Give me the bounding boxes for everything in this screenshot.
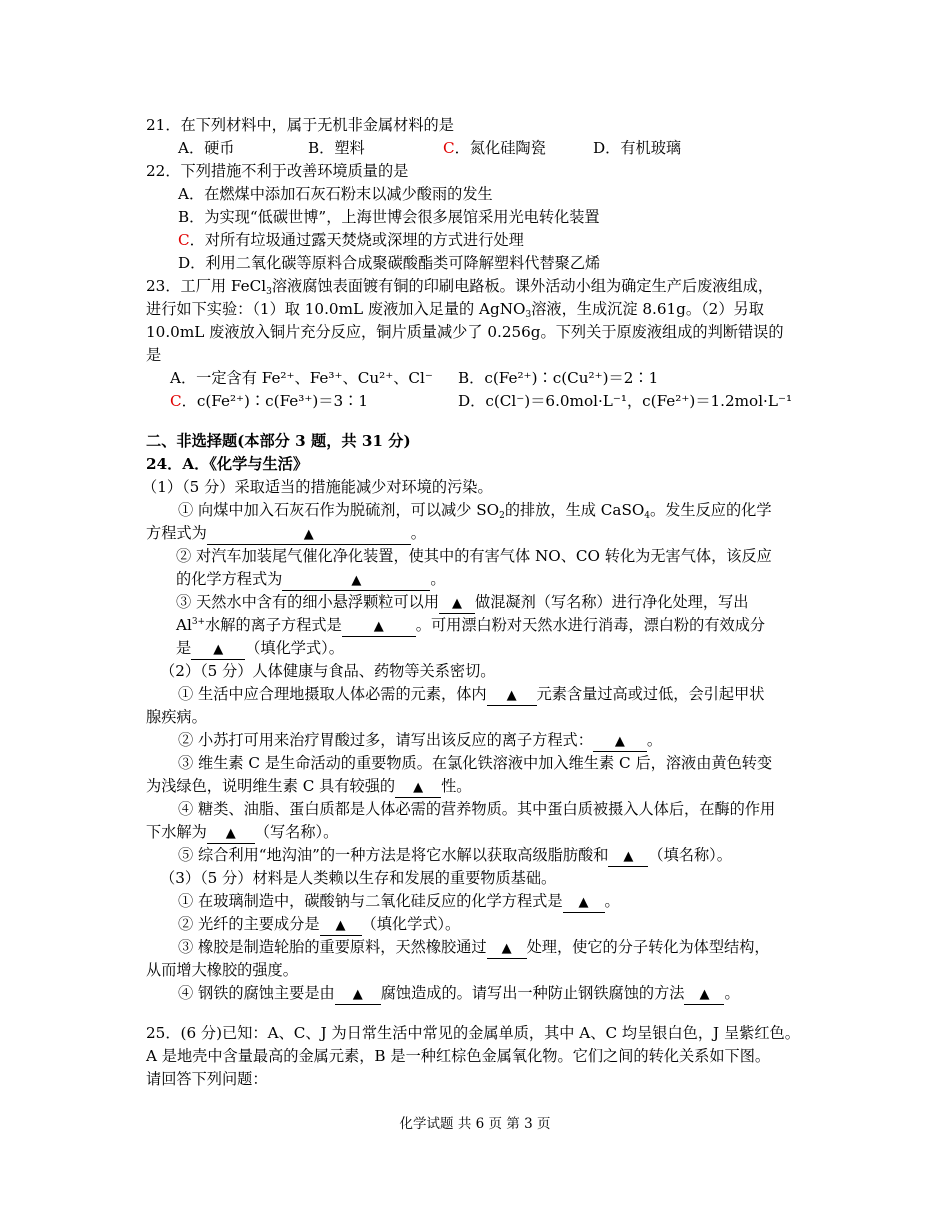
exam-page (142, 114, 816, 1091)
triangle-icon: ▲ (351, 573, 362, 588)
answer-blank[interactable] (684, 984, 724, 1005)
q24-part2-item2 (146, 729, 816, 752)
triangle-icon: ▲ (452, 596, 463, 611)
text: （写名称）。 (254, 823, 339, 841)
text: 的排放，生成 CaSO (504, 501, 645, 519)
text: 元素含量过高或过低，会引起甲状 (536, 685, 765, 703)
text: ① 生活中应合理地摄取人体必需的元素，体内 (178, 685, 487, 703)
text: 腐蚀造成的。请写出一种防止钢铁腐蚀的方法 (380, 984, 685, 1002)
q24-part2-item3-cont (146, 775, 816, 798)
answer-blank[interactable] (282, 570, 430, 591)
q22-option-b: B．为实现“低碳世博”，上海世博会很多展馆采用光电转化装置 (178, 208, 600, 226)
answer-blank[interactable] (487, 938, 527, 959)
spacer (146, 413, 816, 430)
answer-blank[interactable] (320, 915, 362, 936)
q23-option-c (170, 390, 458, 413)
spacer (146, 1005, 816, 1022)
q24-part1-item3 (146, 591, 816, 614)
q24-part2-item3: ③ 维生素 C 是生命活动的重要物质。在氯化铁溶液中加入维生素 C 后，溶液由黄色转变 (178, 754, 773, 772)
text: 的化学方程式为 (176, 570, 283, 588)
q23-stem-line1 (146, 275, 816, 298)
triangle-icon: ▲ (506, 688, 517, 703)
text: 下水解为 (146, 823, 207, 841)
answer-blank[interactable] (593, 731, 647, 752)
text: 水解的离子方程式是 (205, 616, 342, 634)
answer-blank[interactable] (563, 892, 605, 913)
q24-part2-item1 (146, 683, 816, 706)
q23-stem-line3: 10.0mL 废液放入铜片充分反应，铜片质量减少了 0.256g。下列关于原废液组成的判断错误的 (146, 323, 784, 341)
text: Al (176, 616, 192, 634)
triangle-icon: ▲ (335, 918, 346, 933)
text: ② 光纤的主要成分是 (178, 915, 320, 933)
text: 性。 (441, 777, 472, 795)
q23-option-c-text: ．c(Fe²⁺)∶c(Fe³⁺)＝3∶1 (181, 392, 369, 410)
answer-blank[interactable] (207, 524, 411, 545)
q21-option-d: D．有机玻璃 (593, 139, 682, 157)
q24-part2-head: （2）（5 分）人体健康与食品、药物等关系密切。 (160, 662, 496, 680)
q24-part1-head: （1）（5 分）采取适当的措施能减少对环境的污染。 (142, 478, 493, 496)
text: （填化学式）。 (361, 915, 461, 933)
q25-line1: 25．(6 分)已知：A、C、J 为日常生活中常见的金属单质，其中 A、C 均呈银白色，J 呈紫红色。 (146, 1024, 800, 1042)
text: 。可用漂白粉对天然水进行消毒，漂白粉的有效成分 (415, 616, 766, 634)
subscript: 4 (644, 511, 651, 521)
subscript: 3 (525, 310, 532, 320)
q24-part3-item4 (146, 982, 816, 1005)
q24-part3-item1 (146, 890, 816, 913)
triangle-icon: ▲ (578, 895, 589, 910)
triangle-icon: ▲ (699, 987, 710, 1002)
q24-part2-item5 (146, 844, 816, 867)
q21-options (146, 137, 816, 160)
text: ③ 天然水中含有的细小悬浮颗粒可以用 (176, 593, 440, 611)
q23-stem-line4: 是 (146, 346, 162, 364)
q23-text: 23．工厂用 FeCl (146, 277, 267, 295)
superscript: 3+ (191, 617, 206, 627)
text: ① 在玻璃制造中，碳酸钠与二氧化硅反应的化学方程式是 (178, 892, 563, 910)
text: ④ 钢铁的腐蚀主要是由 (178, 984, 335, 1002)
q24-part3-item3-cont: 从而增大橡胶的强度。 (146, 961, 298, 979)
q23-option-d: D．c(Cl⁻)＝6.0mol·L⁻¹，c(Fe²⁺)＝1.2mol·L⁻¹ (458, 392, 793, 410)
q23-text: 进行如下实验：（1）取 10.0mL 废液加入足量的 AgNO (146, 300, 526, 318)
q24-part1-item3-cont (146, 614, 816, 637)
text: 方程式为 (146, 524, 207, 542)
q23-option-b: B．c(Fe²⁺)∶c(Cu²⁺)＝2∶1 (458, 369, 659, 387)
q21-option-a: A．硬币 (178, 139, 235, 157)
q24-part3-head: （3）（5 分）材料是人类赖以生存和发展的重要物质基础。 (160, 869, 557, 887)
q22-option-d: D．利用二氧化碳等原料合成聚碳酸酯类可降解塑料代替聚乙烯 (178, 254, 601, 272)
q24-title: 24．A．《化学与生活》 (146, 455, 309, 473)
q24-part1-item3-cont2 (146, 637, 816, 660)
answer-blank[interactable] (608, 846, 648, 867)
q24-part2-item1-cont: 腺疾病。 (146, 708, 207, 726)
q24-part1-item2: ② 对汽车加装尾气催化净化装置，使其中的有害气体 NO、CO 转化为无害气体，该反应 (176, 547, 772, 565)
answer-blank[interactable] (342, 616, 416, 637)
triangle-icon: ▲ (213, 642, 224, 657)
triangle-icon: ▲ (614, 734, 625, 749)
text: 为浅绿色，说明维生素 C 具有较强的 (146, 777, 396, 795)
text: 是 (176, 639, 192, 657)
q23-options-cd (146, 390, 816, 413)
q23-stem-line2 (146, 298, 816, 321)
triangle-icon: ▲ (413, 780, 424, 795)
subscript: 2 (499, 511, 505, 521)
q23-text: 溶液腐蚀表面镀有铜的印刷电路板。课外活动小组为确定生产后废液组成， (271, 277, 773, 295)
answer-mark-c: C (170, 392, 182, 410)
text: 。 (646, 731, 663, 749)
q21-option-c-text: ．氮化硅陶瓷 (454, 139, 546, 157)
q24-part1-item1 (146, 499, 816, 522)
q24-part2-item4-cont (146, 821, 816, 844)
q25-line2: A 是地壳中含量最高的金属元素，B 是一种红棕色金属氧化物。它们之间的转化关系如下图。 (146, 1047, 771, 1065)
answer-blank[interactable] (207, 823, 255, 844)
text: 处理，使它的分子转化为体型结构， (526, 938, 770, 956)
triangle-icon: ▲ (373, 619, 384, 634)
q24-part2-item4: ④ 糖类、油脂、蛋白质都是人体必需的营养物质。其中蛋白质被摄入人体后，在酶的作用 (178, 800, 776, 818)
text: 。 (604, 892, 620, 910)
text: 。 (410, 524, 426, 542)
triangle-icon: ▲ (623, 849, 634, 864)
text: （填化学式）。 (245, 639, 344, 657)
text: ⑤ 综合利用“地沟油”的一种方法是将它水解以获取高级脂肪酸和 (178, 846, 609, 864)
text: ② 小苏打可用来治疗胃酸过多，请写出该反应的离子方程式： (178, 731, 593, 749)
q23-options-ab (146, 367, 816, 390)
q22-option-c (146, 229, 816, 252)
text: ① 向煤中加入石灰石作为脱硫剂，可以减少 SO (178, 501, 500, 519)
q22-option-a: A．在燃煤中添加石灰石粉末以减少酸雨的发生 (178, 185, 493, 203)
answer-blank[interactable] (487, 685, 537, 706)
q24-part1-item1-cont (146, 522, 816, 545)
q24-part1-item2-cont (146, 568, 816, 591)
q22-option-c-text: ．对所有垃圾通过露天焚烧或深埋的方式进行处理 (189, 231, 524, 249)
answer-blank[interactable] (335, 984, 381, 1005)
answer-mark-c: C (178, 231, 190, 249)
q23-option-a: A．一定含有 Fe²⁺、Fe³⁺、Cu²⁺、Cl⁻ (170, 369, 433, 387)
answer-mark-c: C (443, 139, 455, 157)
triangle-icon: ▲ (225, 826, 236, 841)
answer-blank[interactable] (191, 639, 245, 660)
q24-part3-item3 (146, 936, 816, 959)
page-footer: 化学试题 共 6 页 第 3 页 (399, 1116, 551, 1132)
section-title: 二、非选择题(本部分 3 题，共 31 分) (146, 432, 411, 450)
answer-blank[interactable] (395, 777, 441, 798)
triangle-icon: ▲ (352, 987, 363, 1002)
q22-stem: 22．下列措施不利于改善环境质量的是 (146, 162, 409, 180)
text: 。 (430, 570, 446, 588)
q21-stem: 21．在下列材料中，属于无机非金属材料的是 (146, 116, 454, 134)
triangle-icon: ▲ (501, 941, 512, 956)
text: 。发生反应的化学 (650, 501, 772, 519)
text: 做混凝剂（写名称）进行净化处理，写出 (475, 593, 749, 611)
answer-blank[interactable] (439, 593, 475, 614)
triangle-icon: ▲ (303, 527, 314, 542)
q23-text: 溶液，生成沉淀 8.61g。（2）另取 (531, 300, 764, 318)
q25-line3: 请回答下列问题： (146, 1070, 268, 1088)
q21-option-c (443, 137, 593, 160)
text: 。 (724, 984, 740, 1002)
q21-option-b: B．塑料 (308, 139, 365, 157)
text: （填名称）。 (648, 846, 732, 864)
q24-part3-item2 (146, 913, 816, 936)
subscript: 3 (266, 287, 272, 297)
text: ③ 橡胶是制造轮胎的重要原料，天然橡胶通过 (178, 938, 487, 956)
